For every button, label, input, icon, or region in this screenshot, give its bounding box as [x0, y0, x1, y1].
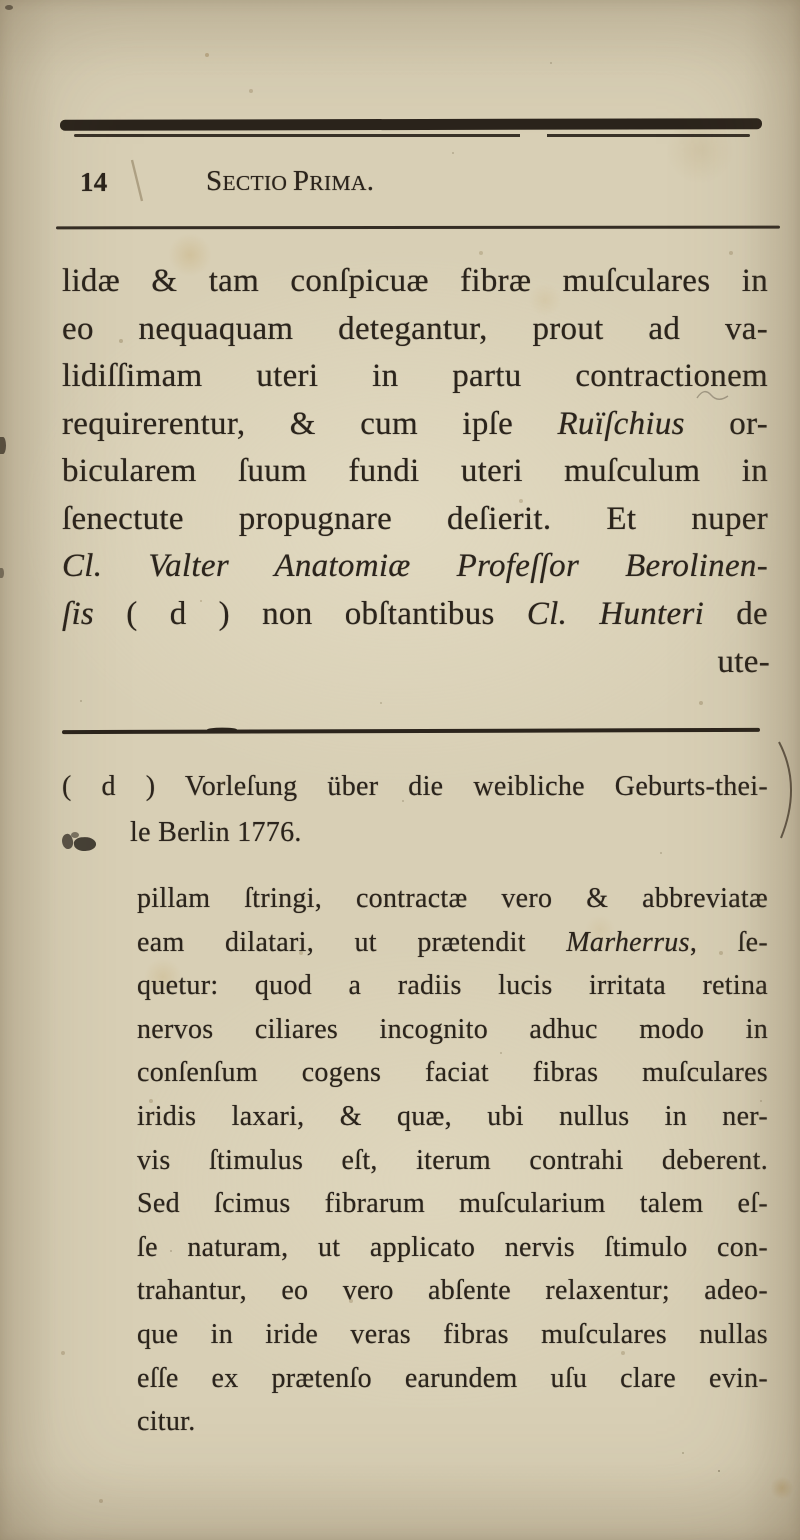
footnote-continuation — [137, 877, 768, 1444]
text-run: eſſe ex prætenſo earundem uſu clare evin- — [137, 1362, 768, 1394]
catchword: ute- — [717, 644, 770, 680]
text-run: or- — [684, 405, 768, 442]
text-line — [62, 306, 768, 354]
text-run: Cl. Valter Anatomiæ Profeſſor Berolinen- — [62, 548, 768, 584]
text-line — [137, 1226, 768, 1270]
text-run: trahantur, eo vero abſente relaxentur; adeo- — [137, 1275, 768, 1307]
text-run: , ſe- — [689, 926, 769, 958]
text-run: citur. — [137, 1406, 196, 1438]
text-line — [62, 810, 768, 856]
text-line — [137, 877, 768, 921]
text-run: Ruïſchius — [557, 405, 685, 442]
text-line — [137, 1269, 768, 1313]
title-smallcaps: RIMA — [309, 171, 367, 195]
footnote-reference — [62, 764, 768, 856]
text-line — [137, 1313, 768, 1357]
text-run: nervos ciliares incognito adhuc modo in — [137, 1013, 768, 1045]
footnote-rule — [62, 728, 760, 734]
text-run: Sed ſcimus fibrarum muſcularium talem eſ- — [137, 1188, 768, 1220]
pen-stroke-right-margin — [772, 738, 800, 842]
text-line — [137, 1400, 768, 1444]
title-initial: S — [206, 165, 223, 197]
text-line — [137, 1182, 768, 1226]
text-run: iridis laxari, & quæ, ubi nullus in ner- — [137, 1100, 768, 1132]
text-run: vis ſtimulus eſt, iterum contrahi deberent. — [137, 1144, 768, 1176]
title-initial: P — [292, 165, 310, 197]
text-line — [62, 764, 768, 810]
pen-stroke-after-pagenum — [128, 158, 148, 204]
page-edge-mark — [0, 568, 4, 578]
text-line — [62, 496, 768, 544]
text-line — [137, 921, 768, 965]
text-run: Marherrus — [566, 926, 690, 958]
text-line — [137, 1095, 768, 1139]
text-run: ( d ) non obſtantibus — [94, 595, 527, 632]
text-run: lidiſſimam uteri in partu contractionem — [62, 358, 768, 394]
text-run: ſis — [62, 595, 95, 632]
text-run: quetur: quod a radiis lucis irritata retina — [137, 970, 768, 1002]
main-text — [62, 258, 768, 638]
text-line — [62, 353, 768, 401]
text-run: ( d ) Vorleſung über die weibliche Geburts-thei- — [62, 771, 768, 802]
text-line — [137, 1008, 768, 1052]
text-line — [62, 543, 768, 591]
title-smallcaps: ECTIO — [222, 171, 288, 195]
top-rule-thin — [74, 134, 750, 137]
text-run: eo nequaquam detegantur, prout ad va- — [62, 310, 768, 347]
text-run: ſe naturam, ut applicato nervis ſtimulo con- — [137, 1231, 768, 1263]
text-line — [62, 591, 768, 639]
running-title — [206, 165, 374, 198]
text-run: eam dilatari, ut prætendit — [137, 926, 567, 958]
text-run: requirerentur, & cum ipſe — [62, 405, 558, 442]
top-rule-thick — [60, 118, 762, 130]
text-line — [62, 401, 768, 449]
text-line — [137, 964, 768, 1008]
title-period: . — [366, 165, 375, 197]
text-line — [137, 1051, 768, 1095]
text-line — [137, 1357, 768, 1401]
text-run: de — [704, 595, 769, 632]
page-edge-mark — [5, 5, 13, 10]
paper-speckles — [0, 0, 2, 2]
text-run: bicularem ſuum fundi uteri muſculum in — [62, 453, 768, 489]
text-run: le Berlin 1776. — [130, 817, 302, 848]
text-run: pillam ſtringi, contractæ vero & abbreviatæ — [137, 883, 768, 914]
text-run: Cl. Hunteri — [526, 595, 705, 632]
header-rule — [56, 226, 780, 230]
page-number: 14 — [80, 167, 108, 197]
text-run: lidæ & tam conſpicuæ fibræ muſculares in — [62, 263, 768, 299]
text-run: que in iride veras fibras muſculares nullas — [137, 1318, 768, 1350]
text-line — [62, 448, 768, 496]
text-line — [137, 1139, 768, 1183]
text-line — [62, 258, 768, 306]
text-run: conſenſum cogens faciat fibras muſculares — [137, 1057, 768, 1089]
page-edge-mark — [0, 437, 6, 454]
text-run: ſenectute propugnare deſierit. Et nuper — [62, 500, 768, 537]
